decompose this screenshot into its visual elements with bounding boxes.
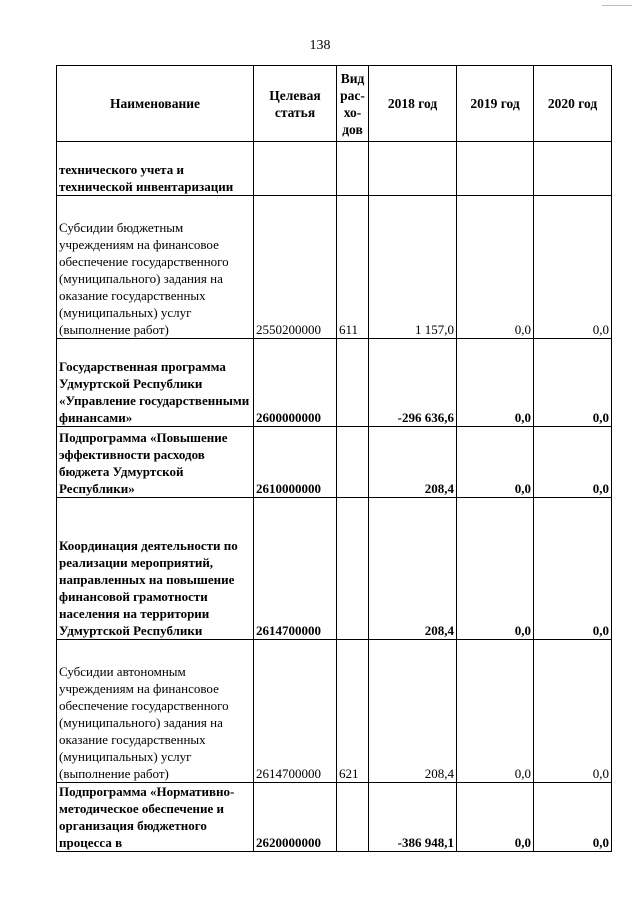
row-2020: 0,0 <box>534 640 612 783</box>
row-2018: -386 948,1 <box>369 783 457 852</box>
row-vid: 611 <box>337 196 369 339</box>
row-2019: 0,0 <box>457 498 534 640</box>
table-row <box>57 339 612 427</box>
row-name: Субсидии автономным учреждениям на финансовое обеспечение государственного (муниципального) задания на оказание государственных (муниципальных) услуг (выполнение работ) <box>57 640 254 783</box>
row-code: 2550200000 <box>254 196 337 339</box>
budget-table <box>56 65 612 852</box>
row-name: Государственная программа Удмуртской Республики «Управление государственными финансами» <box>57 339 254 427</box>
header-vid: Вид рас-хо-дов <box>337 66 369 142</box>
row-vid <box>337 339 369 427</box>
header-name: Наименование <box>57 66 254 142</box>
row-2018: -296 636,6 <box>369 339 457 427</box>
row-vid <box>337 783 369 852</box>
table-row <box>57 142 612 196</box>
row-code <box>254 142 337 196</box>
row-2020: 0,0 <box>534 427 612 498</box>
row-2019 <box>457 142 534 196</box>
table-row <box>57 783 612 852</box>
row-code: 2610000000 <box>254 427 337 498</box>
table-row <box>57 498 612 640</box>
scan-edge-mark <box>602 5 632 6</box>
row-2018: 208,4 <box>369 427 457 498</box>
row-2018 <box>369 142 457 196</box>
row-code: 2614700000 <box>254 640 337 783</box>
header-code: Целевая статья <box>254 66 337 142</box>
row-2019: 0,0 <box>457 339 534 427</box>
row-2019: 0,0 <box>457 427 534 498</box>
row-name: Подпрограмма «Повышение эффективности расходов бюджета Удмуртской Республики» <box>57 427 254 498</box>
row-name: Подпрограмма «Нормативно-методическое обеспечение и организация бюджетного процесса в <box>57 783 254 852</box>
row-2018: 208,4 <box>369 498 457 640</box>
row-2020: 0,0 <box>534 783 612 852</box>
row-code: 2614700000 <box>254 498 337 640</box>
table-header-row <box>57 66 612 142</box>
row-2020: 0,0 <box>534 339 612 427</box>
row-2019: 0,0 <box>457 640 534 783</box>
row-vid: 621 <box>337 640 369 783</box>
row-name: Субсидии бюджетным учреждениям на финансовое обеспечение государственного (муниципального) задания на оказание государственных (муниципальных) услуг (выполнение работ) <box>57 196 254 339</box>
row-code: 2600000000 <box>254 339 337 427</box>
header-2019: 2019 год <box>457 66 534 142</box>
row-2020 <box>534 142 612 196</box>
row-2020: 0,0 <box>534 196 612 339</box>
row-code: 2620000000 <box>254 783 337 852</box>
row-vid <box>337 142 369 196</box>
row-2019: 0,0 <box>457 196 534 339</box>
page-number: 138 <box>309 38 331 53</box>
row-vid <box>337 498 369 640</box>
table-row <box>57 196 612 339</box>
row-vid <box>337 427 369 498</box>
row-name: технического учета и технической инвентаризации <box>57 142 254 196</box>
row-2020: 0,0 <box>534 498 612 640</box>
row-2018: 208,4 <box>369 640 457 783</box>
header-2018: 2018 год <box>369 66 457 142</box>
row-name: Координация деятельности по реализации мероприятий, направленных на повышение финансовой грамотности населения на территории Удмуртской Республики <box>57 498 254 640</box>
row-2018: 1 157,0 <box>369 196 457 339</box>
row-2019: 0,0 <box>457 783 534 852</box>
table-row <box>57 427 612 498</box>
table-row <box>57 640 612 783</box>
header-2020: 2020 год <box>534 66 612 142</box>
